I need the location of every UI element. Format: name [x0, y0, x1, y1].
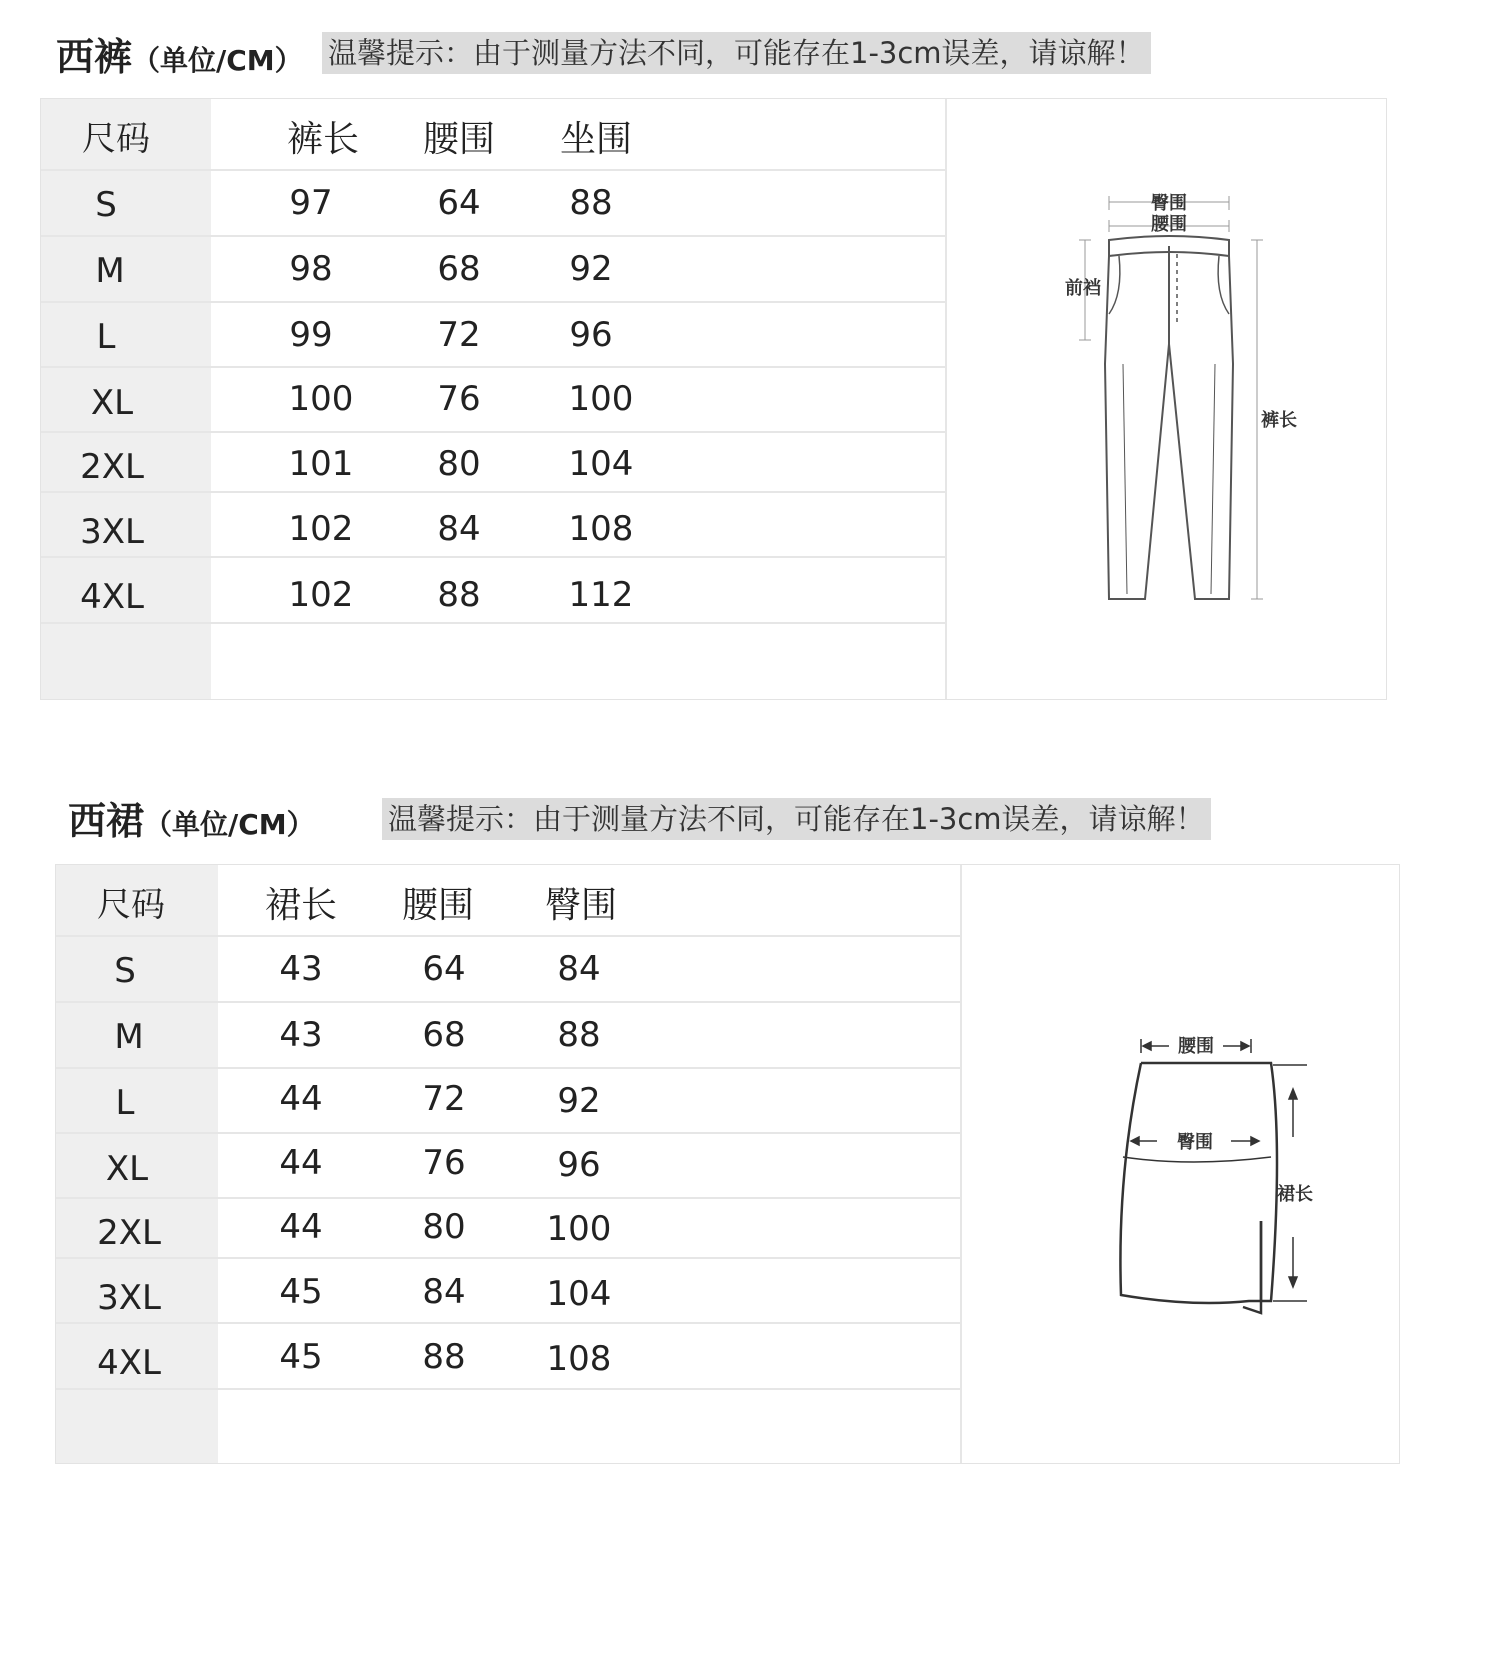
skirt-size-table	[55, 864, 1400, 1464]
size-label: M	[95, 251, 125, 291]
skirt-header-waist: 腰围	[401, 885, 474, 926]
skirt-notice: 温馨提示：由于测量方法不同，可能存在1-3cm误差，请谅解！	[382, 798, 1211, 840]
row-divider	[41, 235, 945, 237]
waist-value: 84	[437, 509, 481, 549]
pants-label-hip: 臀围	[1151, 193, 1187, 214]
length-value: 102	[288, 509, 354, 549]
waist-value: 64	[437, 183, 481, 223]
size-label: 4XL	[80, 577, 144, 617]
hip-value: 104	[546, 1274, 612, 1314]
waist-value: 68	[437, 249, 481, 289]
pants-unit: （单位/CM）	[132, 44, 303, 77]
pants-header-seat: 坐围	[559, 119, 632, 160]
hip-value: 100	[546, 1209, 612, 1249]
row-divider	[56, 1067, 960, 1069]
row-divider	[41, 169, 945, 171]
pants-label-length: 裤长	[1261, 410, 1297, 431]
waist-value: 72	[437, 315, 481, 355]
length-value: 44	[279, 1207, 323, 1247]
size-label: 2XL	[97, 1213, 161, 1253]
skirt-title-line	[68, 790, 315, 845]
pants-diagram	[1061, 184, 1331, 614]
pants-notice: 温馨提示：由于测量方法不同，可能存在1-3cm误差，请谅解！	[322, 32, 1151, 74]
row-divider	[56, 1001, 960, 1003]
size-label: 3XL	[97, 1278, 161, 1318]
length-value: 44	[279, 1079, 323, 1119]
pants-header-size: 尺码	[82, 119, 150, 159]
waist-value: 72	[422, 1079, 466, 1119]
row-divider	[56, 1322, 960, 1324]
size-label: L	[96, 317, 116, 357]
size-label: S	[114, 951, 136, 991]
skirt-title: 西裙	[68, 799, 145, 843]
hip-value: 92	[557, 1081, 601, 1121]
size-label: S	[95, 185, 117, 225]
hip-value: 108	[546, 1339, 612, 1379]
length-value: 43	[279, 1015, 323, 1055]
row-divider	[41, 366, 945, 368]
seat-value: 100	[568, 379, 634, 419]
length-value: 101	[288, 444, 354, 484]
size-label: XL	[90, 383, 134, 423]
waist-value: 76	[437, 379, 481, 419]
seat-value: 96	[569, 315, 613, 355]
length-value: 98	[289, 249, 333, 289]
row-divider	[56, 1257, 960, 1259]
seat-value: 112	[568, 575, 634, 615]
pants-size-table	[40, 98, 1387, 700]
hip-value: 88	[557, 1015, 601, 1055]
seat-value: 88	[569, 183, 613, 223]
row-divider	[41, 431, 945, 433]
row-divider	[41, 301, 945, 303]
pants-table-divider	[945, 99, 947, 699]
row-divider	[41, 491, 945, 493]
length-value: 43	[279, 949, 323, 989]
skirt-label-length: 裙长	[1277, 1184, 1313, 1205]
skirt-table-divider	[960, 865, 962, 1463]
row-divider	[41, 622, 945, 624]
size-label: 2XL	[80, 447, 144, 487]
waist-value: 64	[422, 949, 466, 989]
pants-header-waist: 腰围	[422, 119, 495, 160]
pants-header-length: 裤长	[286, 119, 359, 160]
waist-value: 68	[422, 1015, 466, 1055]
length-value: 97	[289, 183, 333, 223]
skirt-label-hip: 臀围	[1177, 1132, 1213, 1153]
waist-value: 76	[422, 1143, 466, 1183]
length-value: 100	[288, 379, 354, 419]
skirt-label-waist: 腰围	[1178, 1036, 1214, 1057]
seat-value: 104	[568, 444, 634, 484]
size-label: XL	[105, 1149, 149, 1189]
length-value: 44	[279, 1143, 323, 1183]
skirt-unit: （单位/CM）	[144, 808, 315, 841]
waist-value: 80	[422, 1207, 466, 1247]
length-value: 45	[279, 1272, 323, 1312]
row-divider	[41, 556, 945, 558]
waist-value: 84	[422, 1272, 466, 1312]
pants-title-line	[56, 26, 303, 81]
pants-label-waist: 腰围	[1151, 214, 1187, 235]
size-label: 4XL	[97, 1343, 161, 1383]
waist-value: 80	[437, 444, 481, 484]
skirt-diagram	[1111, 1025, 1331, 1325]
size-label: L	[115, 1083, 135, 1123]
pants-title: 西裤	[56, 35, 133, 79]
waist-value: 88	[422, 1337, 466, 1377]
length-value: 102	[288, 575, 354, 615]
row-divider	[56, 1388, 960, 1390]
row-divider	[56, 1132, 960, 1134]
skirt-header-hip: 臀围	[544, 885, 617, 926]
skirt-header-size: 尺码	[97, 885, 165, 925]
skirt-header-length: 裙长	[264, 885, 337, 926]
length-value: 99	[289, 315, 333, 355]
pants-label-front-rise: 前裆	[1065, 278, 1101, 299]
size-label: 3XL	[80, 512, 144, 552]
hip-value: 84	[557, 949, 601, 989]
waist-value: 88	[437, 575, 481, 615]
seat-value: 108	[568, 509, 634, 549]
size-label: M	[114, 1017, 144, 1057]
hip-value: 96	[557, 1145, 601, 1185]
seat-value: 92	[569, 249, 613, 289]
row-divider	[56, 1197, 960, 1199]
row-divider	[56, 935, 960, 937]
length-value: 45	[279, 1337, 323, 1377]
